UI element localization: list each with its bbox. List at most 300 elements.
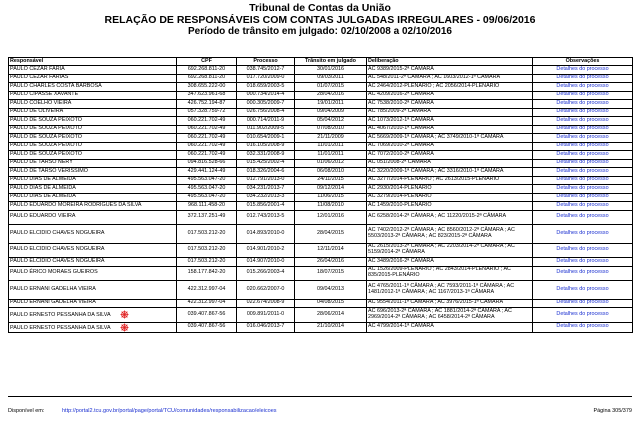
cell-deliberacao: [367, 185, 533, 194]
cell-processo: [237, 100, 295, 109]
cell-deliberacao-text: AC 4765/2011-1ª CÂMARA ; AC 7593/2011-1ª CÂMARA ; AC 1481/2012-1ª CÂMARA ; AC 1167/2013-1ª CÂMARA: [368, 282, 515, 295]
cell-deliberacao: [367, 225, 533, 244]
cell-transito-text: 11/01/2011: [317, 142, 344, 149]
cell-deliberacao: [367, 243, 533, 258]
cell-transito: [295, 74, 367, 83]
cell-deliberacao-text: AC 3489/2016-2ª CÂMARA: [368, 257, 434, 264]
details-link[interactable]: Detalhes do processo: [556, 82, 609, 89]
details-link[interactable]: Detalhes do processo: [556, 74, 609, 81]
cell-responsavel-text: PAULO DE TARSO NERY: [10, 159, 73, 166]
cell-transito-text: 21/10/2014: [317, 323, 344, 330]
cell-deliberacao-text: AC 1459/2010-PLENÁRIO: [368, 201, 432, 208]
cell-responsavel: [9, 202, 177, 211]
cell-deliberacao: [367, 159, 533, 168]
details-link[interactable]: Detalhes do processo: [556, 257, 609, 264]
cell-processo-text: 018.659/2003-5: [246, 82, 285, 89]
cell-transito: [295, 185, 367, 194]
cell-responsavel-text: PAULO DE SOUZA PEIXOTO: [10, 142, 82, 149]
details-link[interactable]: Detalhes do processo: [556, 176, 609, 183]
details-link[interactable]: Detalhes do processo: [556, 116, 609, 123]
cell-responsavel: [9, 125, 177, 134]
cell-transito: [295, 258, 367, 267]
cell-cpf-text: 692.268.811-20: [187, 65, 226, 72]
cell-responsavel-text: PAULO DE SOUZA PEIXOTO: [10, 125, 82, 132]
cell-cpf: [177, 243, 237, 258]
cell-processo-text: 009.891/2011-0: [246, 310, 285, 317]
cell-deliberacao: [367, 142, 533, 151]
cell-responsavel: [9, 243, 177, 258]
cell-processo-text: 015.425/2002-4: [246, 159, 285, 166]
cell-cpf: [177, 193, 237, 202]
cell-processo-text: 000.305/2009-7: [246, 99, 285, 106]
cell-processo-text: 014.901/2010-2: [246, 246, 285, 253]
cell-processo: [237, 308, 295, 323]
cell-processo-text: 012.743/2013-5: [246, 213, 285, 220]
cell-cpf: [177, 100, 237, 109]
cell-processo-text: 014.893/2010-0: [246, 229, 285, 236]
cell-responsavel: [9, 108, 177, 117]
cell-transito: [295, 151, 367, 160]
cell-transito-text: 18/07/2015: [317, 269, 344, 276]
cell-responsavel: [9, 258, 177, 267]
report-period: Período de trânsito em julgado: 02/10/2008 a 02/10/2016: [187, 26, 452, 37]
cell-transito-text: 30/01/2016: [317, 65, 344, 72]
cell-processo: [237, 159, 295, 168]
details-link[interactable]: Detalhes do processo: [556, 91, 609, 98]
cell-deliberacao: [367, 258, 533, 267]
table-row: [9, 193, 633, 202]
cell-cpf-text: 057.328.759-72: [187, 108, 226, 115]
cell-observacoes: [533, 258, 633, 267]
table-row: [9, 168, 633, 177]
cell-transito: [295, 176, 367, 185]
cell-processo-text: 011.902/2009-5: [246, 125, 285, 132]
cell-processo-text: 000.714/2011-9: [246, 116, 285, 123]
cell-processo: [237, 243, 295, 258]
cell-responsavel: [9, 210, 177, 225]
cell-responsavel: [9, 193, 177, 202]
cell-cpf-text: 039.407.867-56: [187, 323, 226, 330]
cell-observacoes: [533, 91, 633, 100]
cell-transito: [295, 159, 367, 168]
cell-transito-text: 19/01/2011: [317, 99, 344, 106]
cell-transito-text: 05/04/2012: [317, 116, 344, 123]
cell-transito-text: 11/01/2011: [317, 150, 344, 157]
cell-responsavel: [9, 266, 177, 281]
cell-transito: [295, 142, 367, 151]
cell-transito: [295, 308, 367, 323]
column-header-responsavel: Responsável: [9, 58, 177, 66]
cell-deliberacao-text: AC 051/2008-2ª CÂMARA: [368, 159, 431, 166]
cell-transito: [295, 266, 367, 281]
cell-transito: [295, 225, 367, 244]
cell-transito-text: 11/06/2015: [317, 193, 344, 200]
cell-cpf: [177, 185, 237, 194]
column-header-processo: Processo: [237, 58, 295, 66]
details-link[interactable]: Detalhes do processo: [556, 310, 609, 317]
cell-deliberacao: [367, 281, 533, 300]
cell-transito-text: 26/04/2016: [317, 257, 344, 264]
cell-observacoes: [533, 100, 633, 109]
cell-transito-text: 01/07/2015: [317, 82, 344, 89]
cell-responsavel-text: PAULO DE OLIVEIRA: [10, 108, 64, 115]
cell-observacoes: [533, 66, 633, 75]
cell-transito: [295, 83, 367, 92]
page-number: Página 305/379: [593, 408, 632, 414]
table-row: [9, 281, 633, 300]
cell-deliberacao-text: AC 4067/2010-1ª CÂMARA: [368, 125, 434, 132]
cell-processo-text: 032.331/2008-9: [246, 150, 285, 157]
cell-deliberacao: [367, 193, 533, 202]
cell-processo: [237, 176, 295, 185]
cell-cpf: [177, 108, 237, 117]
cell-transito-text: 09/03/2011: [317, 74, 344, 81]
cell-cpf: [177, 168, 237, 177]
footer-divider: [8, 396, 632, 397]
cell-transito: [295, 125, 367, 134]
cell-processo: [237, 266, 295, 281]
cell-deliberacao-text: AC 6258/2014-2ª CÂMARA ; AC 11220/2015-2ª CÂMARA: [368, 213, 507, 220]
cell-deliberacao-text: AC 1073/2012-1ª CÂMARA: [368, 116, 434, 123]
cell-transito-text: 12/11/2014: [317, 246, 344, 253]
cell-transito: [295, 281, 367, 300]
cell-responsavel: [9, 74, 177, 83]
cell-observacoes: [533, 202, 633, 211]
cell-observacoes: [533, 125, 633, 134]
cell-cpf-text: 426.752.194-87: [187, 99, 226, 106]
cell-observacoes: [533, 210, 633, 225]
details-link[interactable]: Detalhes do processo: [556, 65, 609, 72]
red-asterisk-stamp-icon: [120, 323, 129, 332]
cell-cpf: [177, 210, 237, 225]
cell-transito-text: 09/12/2014: [317, 184, 344, 191]
table-row: [9, 108, 633, 117]
cell-processo-text: 026.756/2008-4: [246, 108, 285, 115]
cell-responsavel-text: PAULO EDUARDO MOREIRA RODRIGUES DA SILVA: [10, 201, 142, 208]
cell-processo: [237, 125, 295, 134]
cell-deliberacao: [367, 210, 533, 225]
cell-observacoes: [533, 308, 633, 323]
cell-cpf-text: 968.111.458-20: [188, 201, 225, 208]
cell-transito: [295, 202, 367, 211]
details-link[interactable]: Detalhes do processo: [556, 229, 609, 236]
cell-responsavel-text: PAULO ERNANI GADELHA VIEIRA: [10, 299, 96, 306]
cell-deliberacao-text: AC 696/2013-2ª CÂMARA ; AC 1881/2014-2ª CÂMARA ; AC 2969/2014-2ª CÂMARA ; AC 6458/2014-2ª CÂMARA: [368, 307, 512, 320]
cell-responsavel-text: PAULO CIPASSE XAVANTE: [10, 91, 79, 98]
cell-processo-text: 010.654/2009-1: [246, 133, 285, 140]
cell-cpf: [177, 125, 237, 134]
cell-cpf-text: 422.312.997-04: [187, 285, 226, 292]
cell-cpf: [177, 258, 237, 267]
cell-deliberacao: [367, 202, 533, 211]
red-asterisk-stamp-icon: [120, 310, 129, 319]
table-row: [9, 258, 633, 267]
cell-processo-text: 000.734/2014-4: [246, 91, 285, 98]
cell-cpf-text: 060.221.702-49: [187, 142, 226, 149]
cell-responsavel-text: PAULO DE SOUZA PEIXOTO: [10, 150, 82, 157]
cell-observacoes: [533, 225, 633, 244]
cell-observacoes: [533, 134, 633, 143]
cell-observacoes: [533, 322, 633, 332]
cell-cpf-text: 308.655.222-00: [187, 82, 226, 89]
cell-cpf-text: 495.563.047-20: [187, 193, 226, 200]
table-row: [9, 176, 633, 185]
cell-processo: [237, 91, 295, 100]
column-header-observacoes: Observações: [533, 58, 633, 66]
cell-deliberacao-text: AC 4799/2014-1ª CÂMARA: [368, 323, 434, 330]
cell-responsavel-text: PAULO ERNESTO PESSANHA DA SILVA: [10, 312, 111, 319]
cell-deliberacao-text: AC 2615/2013-2ª CÂMARA ; AC 2203/2014-2ª CÂMARA ; AC 5159/2014-2ª CÂMARA: [368, 243, 515, 256]
cell-responsavel-text: PAULO ÉRICO MORAES GUEIROS: [10, 269, 98, 276]
details-link[interactable]: Detalhes do processo: [556, 125, 609, 132]
cell-observacoes: [533, 108, 633, 117]
cell-deliberacao-text: AC 785/2009-2ª CÂMARA: [368, 108, 431, 115]
details-link[interactable]: Detalhes do processo: [556, 285, 609, 292]
cell-responsavel: [9, 117, 177, 126]
cell-transito-text: 06/08/2010: [317, 167, 344, 174]
cell-processo: [237, 210, 295, 225]
table-body: [9, 66, 633, 333]
cell-processo: [237, 225, 295, 244]
details-link[interactable]: Detalhes do processo: [556, 184, 609, 191]
cell-processo-text: 034.232/2013-3: [246, 193, 285, 200]
cell-responsavel: [9, 281, 177, 300]
cell-processo: [237, 151, 295, 160]
footer-label: Disponível em:: [8, 408, 45, 414]
cell-transito: [295, 117, 367, 126]
cell-processo-text: 015.856/2001-4: [246, 201, 285, 208]
cell-deliberacao: [367, 151, 533, 160]
cell-responsavel-text: PAULO DIAS DE ALMEIDA: [10, 176, 76, 183]
details-link[interactable]: Detalhes do processo: [556, 150, 609, 157]
details-link[interactable]: Detalhes do processo: [556, 99, 609, 106]
cell-deliberacao: [367, 74, 533, 83]
cell-processo: [237, 299, 295, 308]
table-row: [9, 91, 633, 100]
cell-responsavel-text: PAULO ELCIDIO CHAVES NOGUEIRA: [10, 257, 105, 264]
cell-cpf: [177, 83, 237, 92]
cell-responsavel: [9, 159, 177, 168]
cell-responsavel: [9, 299, 177, 308]
cell-processo: [237, 193, 295, 202]
details-link[interactable]: Detalhes do processo: [556, 108, 609, 115]
details-link[interactable]: Detalhes do processo: [556, 159, 609, 166]
cell-processo-text: 012.791/2013-0: [246, 176, 285, 183]
cell-observacoes: [533, 142, 633, 151]
report-subtitle: RELAÇÃO DE RESPONSÁVEIS COM CONTAS JULGADAS IRREGULARES - 09/06/2016: [104, 14, 536, 26]
cell-cpf-text: 158.177.842-20: [187, 269, 226, 276]
cell-deliberacao-text: AC 3220/2009-1ª CÂMARA ; AC 3316/2010-1ª CÂMARA: [368, 167, 504, 174]
cell-deliberacao-text: AC 9389/2015-2ª CÂMARA: [368, 65, 434, 72]
details-link[interactable]: Detalhes do processo: [556, 193, 609, 200]
cell-cpf: [177, 134, 237, 143]
cell-processo: [237, 66, 295, 75]
cell-observacoes: [533, 193, 633, 202]
cell-observacoes: [533, 117, 633, 126]
cell-responsavel-text: PAULO CHARLES COSTA BARBOSA: [10, 82, 102, 89]
cell-deliberacao: [367, 322, 533, 332]
cell-processo: [237, 83, 295, 92]
cell-responsavel-text: PAULO DE SOUZA PEIXOTO: [10, 116, 82, 123]
cell-transito: [295, 108, 367, 117]
cell-cpf-text: 347.623.961-68: [187, 91, 226, 98]
cell-responsavel: [9, 134, 177, 143]
cell-deliberacao: [367, 91, 533, 100]
cell-observacoes: [533, 74, 633, 83]
table-row: [9, 185, 633, 194]
cell-cpf-text: 495.563.047-20: [187, 176, 226, 183]
cell-cpf-text: 060.221.702-49: [187, 125, 226, 132]
footer-url-link[interactable]: http://portal2.tcu.gov.br/portal/page/portal/TCU/comunidades/responsabilizacao/eleicoes: [62, 408, 277, 414]
cell-transito: [295, 193, 367, 202]
cell-responsavel: [9, 308, 177, 323]
cell-deliberacao-text: AC 548/2011-2ª CÂMARA ; AC 1603/2012-1ª CÂMARA: [368, 74, 501, 81]
cell-responsavel: [9, 185, 177, 194]
cell-cpf-text: 017.503.212-20: [187, 229, 226, 236]
cell-cpf: [177, 159, 237, 168]
column-header-deliberacao: Deliberação: [367, 58, 533, 66]
cell-cpf-text: 422.312.997-04: [187, 299, 226, 306]
table-row: [9, 243, 633, 258]
cell-processo-text: 016.105/2008-9: [246, 142, 285, 149]
cell-processo: [237, 117, 295, 126]
cell-responsavel-text: PAULO ERNANI GADELHA VIEIRA: [10, 285, 96, 292]
cell-cpf: [177, 91, 237, 100]
cell-deliberacao: [367, 266, 533, 281]
cell-deliberacao: [367, 108, 533, 117]
cell-observacoes: [533, 299, 633, 308]
cell-responsavel-text: PAULO COELHO VIEIRA: [10, 99, 72, 106]
cell-deliberacao: [367, 134, 533, 143]
details-link[interactable]: Detalhes do processo: [556, 323, 609, 330]
table-row: [9, 134, 633, 143]
cell-processo-text: 015.266/2003-4: [246, 269, 285, 276]
cell-transito-text: 24/11/2015: [317, 176, 344, 183]
cell-responsavel: [9, 83, 177, 92]
cell-deliberacao-text: AC 7072/2010-2ª CÂMARA: [368, 150, 434, 157]
cell-cpf: [177, 299, 237, 308]
cell-observacoes: [533, 83, 633, 92]
cell-transito-text: 28/04/2016: [317, 91, 344, 98]
cell-deliberacao: [367, 125, 533, 134]
cell-responsavel: [9, 225, 177, 244]
table-row: [9, 202, 633, 211]
cell-cpf: [177, 308, 237, 323]
cell-deliberacao: [367, 176, 533, 185]
cell-observacoes: [533, 281, 633, 300]
details-link[interactable]: Detalhes do processo: [556, 213, 609, 220]
cell-deliberacao-text: AC 9554/2011-1ª CÂMARA ; AC 3976/2015-1ª CÂMARA: [368, 299, 504, 306]
cell-transito-text: 21/11/2009: [317, 133, 344, 140]
cell-processo-text: 017.720/2009-0: [246, 74, 285, 81]
cell-cpf-text: 495.563.047-20: [187, 184, 226, 191]
cell-responsavel-text: PAULO CEZAR FARIAS: [10, 74, 69, 81]
cell-processo: [237, 281, 295, 300]
cell-observacoes: [533, 243, 633, 258]
cell-deliberacao: [367, 117, 533, 126]
cell-processo: [237, 74, 295, 83]
cell-processo: [237, 108, 295, 117]
cell-deliberacao-text: AC 2930/2014-PLENÁRIO: [368, 184, 432, 191]
cell-processo: [237, 202, 295, 211]
table-row: [9, 74, 633, 83]
cell-deliberacao: [367, 299, 533, 308]
cell-responsavel: [9, 168, 177, 177]
cell-deliberacao-text: AC 5669/2009-1ª CÂMARA ; AC 3749/2010-1ª CÂMARA: [368, 133, 504, 140]
cell-transito: [295, 134, 367, 143]
column-header-cpf: CPF: [177, 58, 237, 66]
details-link[interactable]: Detalhes do processo: [556, 167, 609, 174]
cell-cpf: [177, 74, 237, 83]
table-row: [9, 66, 633, 75]
table-row: [9, 159, 633, 168]
details-link[interactable]: Detalhes do processo: [556, 269, 609, 276]
cell-deliberacao-text: AC 3279/2014-PLENÁRIO: [368, 193, 432, 200]
cell-cpf: [177, 117, 237, 126]
details-link[interactable]: Detalhes do processo: [556, 299, 609, 306]
cell-observacoes: [533, 176, 633, 185]
table-row: [9, 299, 633, 308]
report-title: Tribunal de Contas da União: [249, 2, 391, 14]
cell-responsavel-text: PAULO ERNESTO PESSANHA DA SILVA: [10, 324, 111, 331]
cell-cpf: [177, 176, 237, 185]
cell-responsavel: [9, 176, 177, 185]
cell-cpf: [177, 151, 237, 160]
cell-responsavel-text: PAULO ELCIDIO CHAVES NOGUEIRA: [10, 229, 105, 236]
cell-responsavel-text: PAULO DE TARSO VERÍSSIMO: [10, 167, 88, 174]
cell-cpf-text: 429.441.124-49: [187, 167, 226, 174]
details-link[interactable]: Detalhes do processo: [556, 246, 609, 253]
cell-cpf-text: 692.268.811-20: [187, 74, 226, 81]
table-row: [9, 125, 633, 134]
cell-transito: [295, 91, 367, 100]
details-link[interactable]: Detalhes do processo: [556, 142, 609, 149]
cell-deliberacao: [367, 100, 533, 109]
details-link[interactable]: Detalhes do processo: [556, 133, 609, 140]
cell-transito: [295, 66, 367, 75]
cell-responsavel-text: PAULO EDUARDO VIEIRA: [10, 213, 76, 220]
cell-transito: [295, 243, 367, 258]
cell-responsavel-text: PAULO DE SOUZA PEIXOTO: [10, 133, 82, 140]
cell-transito-text: 09/04/2013: [317, 285, 344, 292]
cell-cpf-text: 060.221.702-49: [187, 116, 226, 123]
cell-cpf-text: 372.137.251-49: [187, 213, 226, 220]
table-row: [9, 100, 633, 109]
details-link[interactable]: Detalhes do processo: [556, 201, 609, 208]
table-row: [9, 322, 633, 332]
cell-responsavel-text: PAULO ELCIDIO CHAVES NOGUEIRA: [10, 246, 105, 253]
cell-cpf-text: 094.816.528-66: [187, 159, 226, 166]
cell-deliberacao-text: AC 4209/2016-2ª CÂMARA: [368, 91, 434, 98]
cell-deliberacao: [367, 83, 533, 92]
table-header-row: [9, 58, 633, 66]
column-header-transito: Trânsito em julgado: [295, 58, 367, 66]
cell-cpf: [177, 322, 237, 332]
cell-observacoes: [533, 151, 633, 160]
cell-observacoes: [533, 159, 633, 168]
cell-deliberacao: [367, 66, 533, 75]
table-row: [9, 151, 633, 160]
cell-transito: [295, 210, 367, 225]
cell-deliberacao: [367, 308, 533, 323]
cell-processo: [237, 322, 295, 332]
cell-cpf-text: 017.503.212-20: [187, 257, 226, 264]
cell-processo-text: 020.662/2007-0: [246, 285, 285, 292]
cell-cpf-text: 060.221.702-49: [187, 150, 226, 157]
cell-cpf-text: 060.221.702-49: [187, 133, 226, 140]
table-row: [9, 117, 633, 126]
cell-cpf: [177, 225, 237, 244]
